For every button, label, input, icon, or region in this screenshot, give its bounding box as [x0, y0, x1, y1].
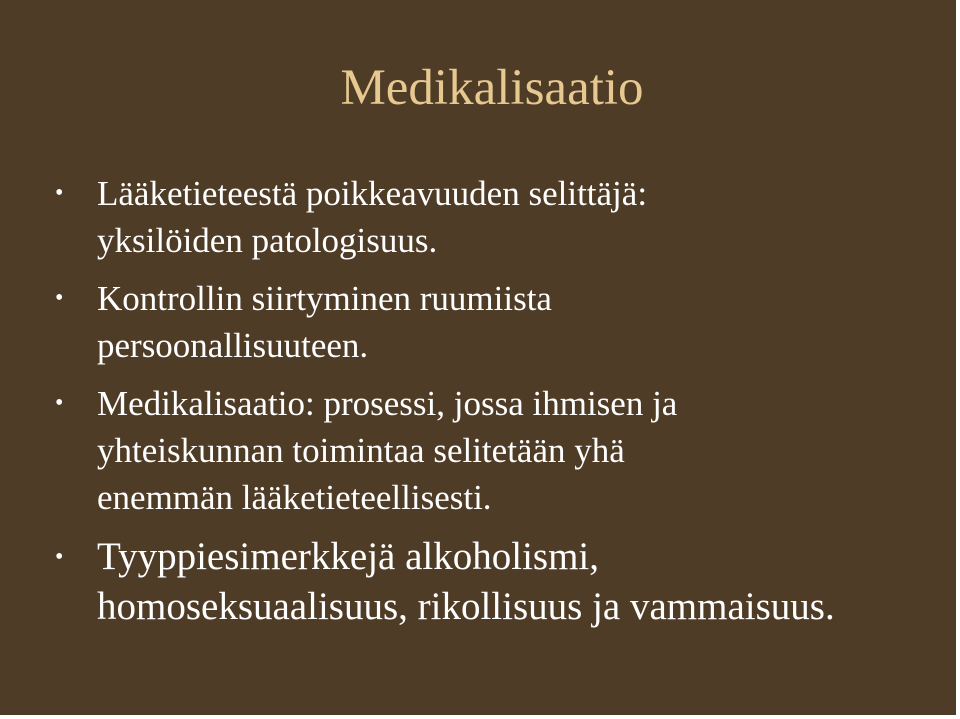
- bullet-icon: •: [55, 390, 64, 416]
- bullet-icon: •: [55, 180, 64, 206]
- bullet-item: [55, 170, 935, 264]
- bullet-line: Lääketieteestä poikkeavuuden selittäjä:: [97, 174, 648, 213]
- bullet-line: enemmän lääketieteellisesti.: [97, 478, 492, 517]
- bullet-line: persoonallisuuteen.: [97, 326, 369, 365]
- bullet-line: Medikalisaatio: prosessi, jossa ihmisen ja: [97, 384, 678, 423]
- bullet-list: [55, 170, 935, 643]
- bullet-icon: •: [55, 544, 64, 570]
- slide-title: Medikalisaatio: [340, 60, 644, 116]
- bullet-line: yksilöiden patologisuus.: [97, 221, 438, 260]
- bullet-item: [55, 532, 935, 632]
- bullet-line: Tyyppiesimerkkejä alkoholismi,: [97, 535, 600, 578]
- bullet-line: yhteiskunnan toimintaa selitetään yhä: [97, 431, 625, 470]
- bullet-item: [55, 380, 935, 521]
- bullet-line: Kontrollin siirtyminen ruumiista: [97, 279, 552, 318]
- bullet-line: homoseksuaalisuus, rikollisuus ja vammaisuus.: [97, 585, 835, 628]
- bullet-icon: •: [55, 285, 64, 311]
- bullet-item: [55, 275, 935, 369]
